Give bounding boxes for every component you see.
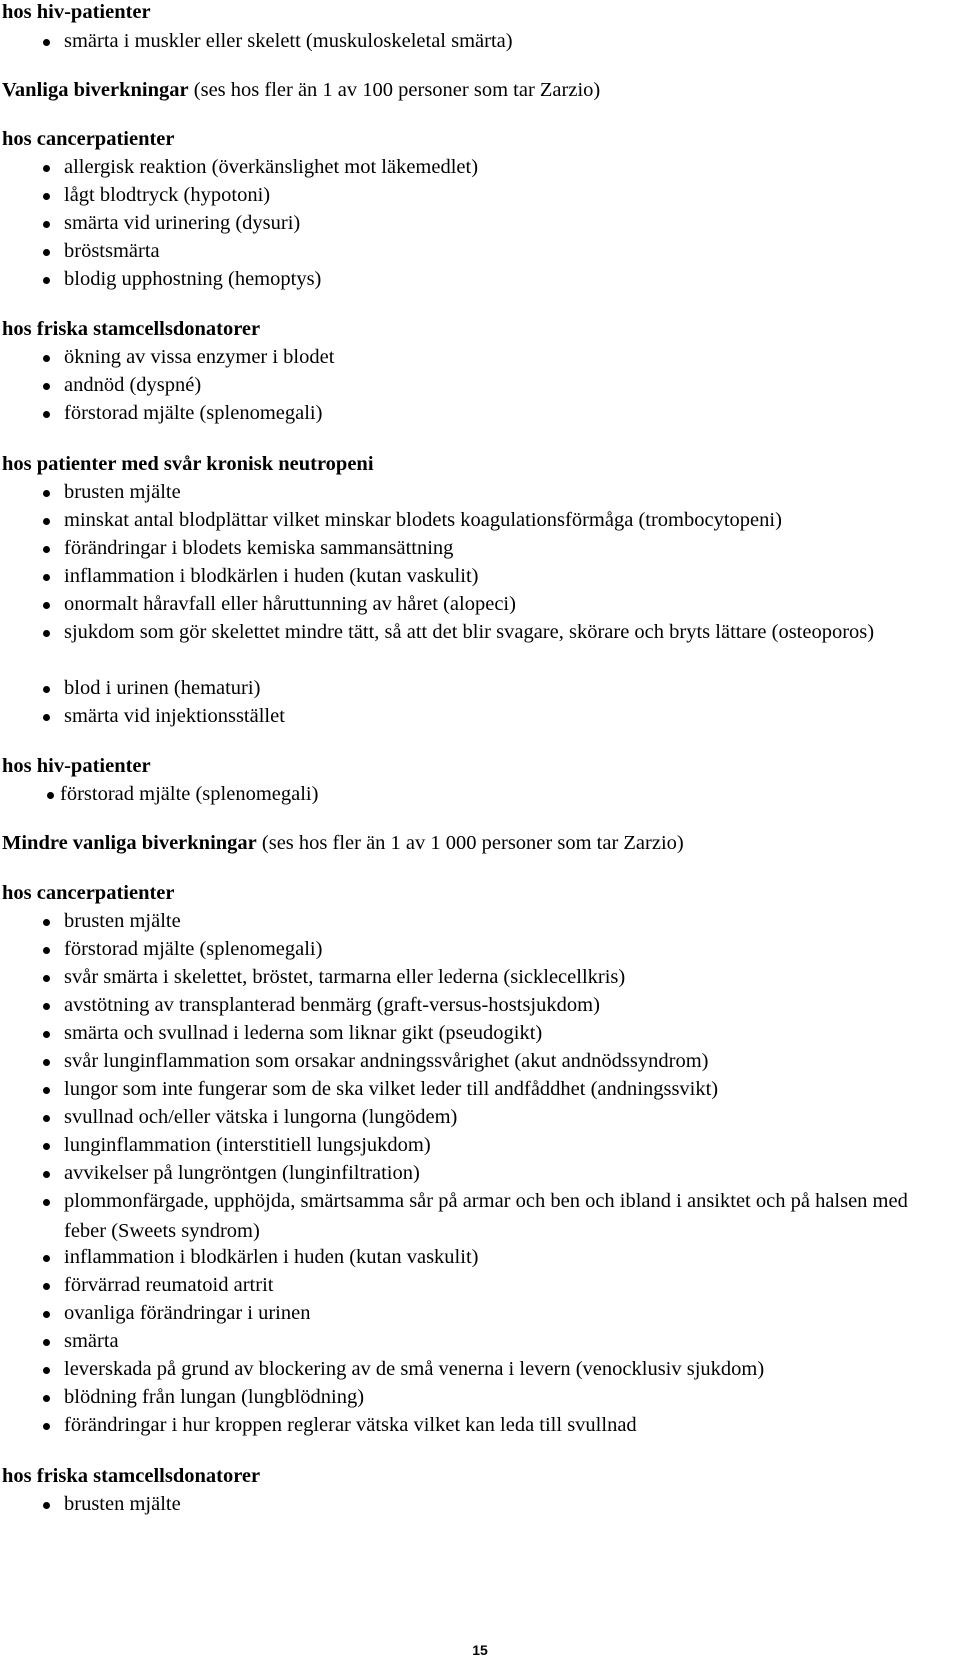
list-item-text: brusten mjälte (64, 481, 181, 503)
section-heading-bold: Vanliga biverkningar (2, 79, 189, 101)
list-item-text: brusten mjälte (64, 1493, 181, 1515)
bullet-icon (43, 221, 50, 228)
bullet-icon (43, 165, 50, 172)
list-item-text: förvärrad reumatoid artrit (64, 1274, 274, 1296)
list-item-text: blodig upphostning (hemoptys) (64, 268, 322, 290)
page-number: 15 (472, 1642, 488, 1658)
bullet-icon (43, 1115, 50, 1122)
bullet-icon (43, 947, 50, 954)
section-heading-rest: (ses hos fler än 1 av 100 personer som tar Zarzio) (188, 79, 601, 101)
list-item-text: avvikelser på lungröntgen (lunginfiltration) (64, 1162, 420, 1184)
list-item-text: avstötning av transplanterad benmärg (graft-versus-hostsjukdom) (64, 994, 600, 1016)
list-item-text: lungor som inte fungerar som de ska vilket leder till andfåddhet (andningssvikt) (64, 1078, 719, 1100)
bullet-icon (43, 1395, 50, 1402)
bullet-icon (43, 1059, 50, 1066)
bullet-icon (43, 383, 50, 390)
bullet-icon (43, 193, 50, 200)
bullet-icon (43, 630, 50, 637)
bullet-icon (43, 1143, 50, 1150)
bullet-icon (43, 546, 50, 553)
list-item-text: onormalt håravfall eller håruttunning av håret (alopeci) (64, 593, 516, 615)
bullet-icon (43, 919, 50, 926)
list-item-text: plommonfärgade, upphöjda, smärtsamma sår på armar och ben och ibland i ansiktet och på halsen med feber (Sweets syndrom) (64, 1190, 908, 1242)
list-item-text: brusten mjälte (64, 910, 181, 932)
bullet-icon (43, 1171, 50, 1178)
list-item-text: inflammation i blodkärlen i huden (kutan vaskulit) (64, 565, 479, 587)
bullet-icon (47, 792, 54, 799)
list-item-text: leverskada på grund av blockering av de små venerna i levern (venocklusiv sjukdom) (64, 1358, 765, 1380)
bullet-icon (43, 1031, 50, 1038)
list-item-text: svår smärta i skelettet, bröstet, tarmarna eller lederna (sicklecellkris) (64, 966, 626, 988)
group-label: hos friska stamcellsdonatorer (2, 318, 261, 340)
bullet-icon (43, 1311, 50, 1318)
bullet-icon (43, 1283, 50, 1290)
list-item-text: blödning från lungan (lungblödning) (64, 1386, 365, 1408)
bullet-icon (43, 249, 50, 256)
bullet-icon (43, 1087, 50, 1094)
section-heading (2, 76, 600, 106)
bullet-icon (43, 277, 50, 284)
bullet-icon (43, 574, 50, 581)
list-item-text: inflammation i blodkärlen i huden (kutan vaskulit) (64, 1246, 479, 1268)
list-item-text: smärta vid injektionsstället (64, 705, 285, 727)
group-label: hos friska stamcellsdonatorer (2, 1465, 261, 1487)
bullet-icon (43, 39, 50, 46)
section-heading-bold: Mindre vanliga biverkningar (2, 832, 257, 854)
section-heading-rest: (ses hos fler än 1 av 1 000 personer som tar Zarzio) (256, 832, 684, 854)
list-item-text: smärta i muskler eller skelett (muskuloskeletal smärta) (64, 30, 513, 52)
bullet-icon (43, 1502, 50, 1509)
group-label: hos cancerpatienter (2, 882, 175, 904)
list-item-text: ökning av vissa enzymer i blodet (64, 346, 335, 368)
bullet-icon (43, 714, 50, 721)
list-item-text: förstorad mjälte (splenomegali) (64, 938, 323, 960)
list-item-text: bröstsmärta (64, 240, 160, 262)
list-item-text: blod i urinen (hematuri) (64, 677, 261, 699)
bullet-icon (43, 411, 50, 418)
bullet-icon (43, 602, 50, 609)
list-item-text: förstorad mjälte (splenomegali) (64, 402, 323, 424)
list-item-text: lågt blodtryck (hypotoni) (64, 184, 271, 206)
bullet-icon (43, 355, 50, 362)
bullet-icon (43, 975, 50, 982)
bullet-icon (43, 518, 50, 525)
list-item-text: svullnad och/eller vätska i lungorna (lungödem) (64, 1106, 458, 1128)
list-item-text: sjukdom som gör skelettet mindre tätt, så att det blir svagare, skörare och bryts lättare (osteoporos) (64, 621, 875, 643)
bullet-icon (43, 1199, 50, 1206)
section-heading (2, 829, 684, 859)
list-item-text: allergisk reaktion (överkänslighet mot läkemedlet) (64, 156, 479, 178)
list-item-text: ovanliga förändringar i urinen (64, 1302, 311, 1324)
bullet-icon (43, 1003, 50, 1010)
bullet-icon (43, 1367, 50, 1374)
bullet-icon (43, 490, 50, 497)
group-label: hos hiv-patienter (2, 755, 151, 777)
list-item-text: smärta (64, 1330, 119, 1352)
list-item-text: smärta och svullnad i lederna som liknar gikt (pseudogikt) (64, 1022, 543, 1044)
list-item-text: förändringar i blodets kemiska sammansättning (64, 537, 454, 559)
group-label: hos hiv-patienter (2, 1, 151, 23)
bullet-icon (43, 1255, 50, 1262)
list-item-text: andnöd (dyspné) (64, 374, 202, 396)
bullet-icon (43, 686, 50, 693)
bullet-icon (43, 1423, 50, 1430)
list-item-text: minskat antal blodplättar vilket minskar blodets koagulationsförmåga (trombocytopeni) (64, 509, 782, 531)
group-label: hos cancerpatienter (2, 128, 175, 150)
list-item-text: svår lunginflammation som orsakar andningssvårighet (akut andnödssyndrom) (64, 1050, 709, 1072)
group-label: hos patienter med svår kronisk neutropeni (2, 453, 374, 475)
list-item-text: förändringar i hur kroppen reglerar vätska vilket kan leda till svullnad (64, 1414, 637, 1436)
bullet-icon (43, 1339, 50, 1346)
list-item-text: förstorad mjälte (splenomegali) (60, 783, 319, 805)
list-item-text: lunginflammation (interstitiell lungsjukdom) (64, 1134, 431, 1156)
list-item-text: smärta vid urinering (dysuri) (64, 212, 301, 234)
